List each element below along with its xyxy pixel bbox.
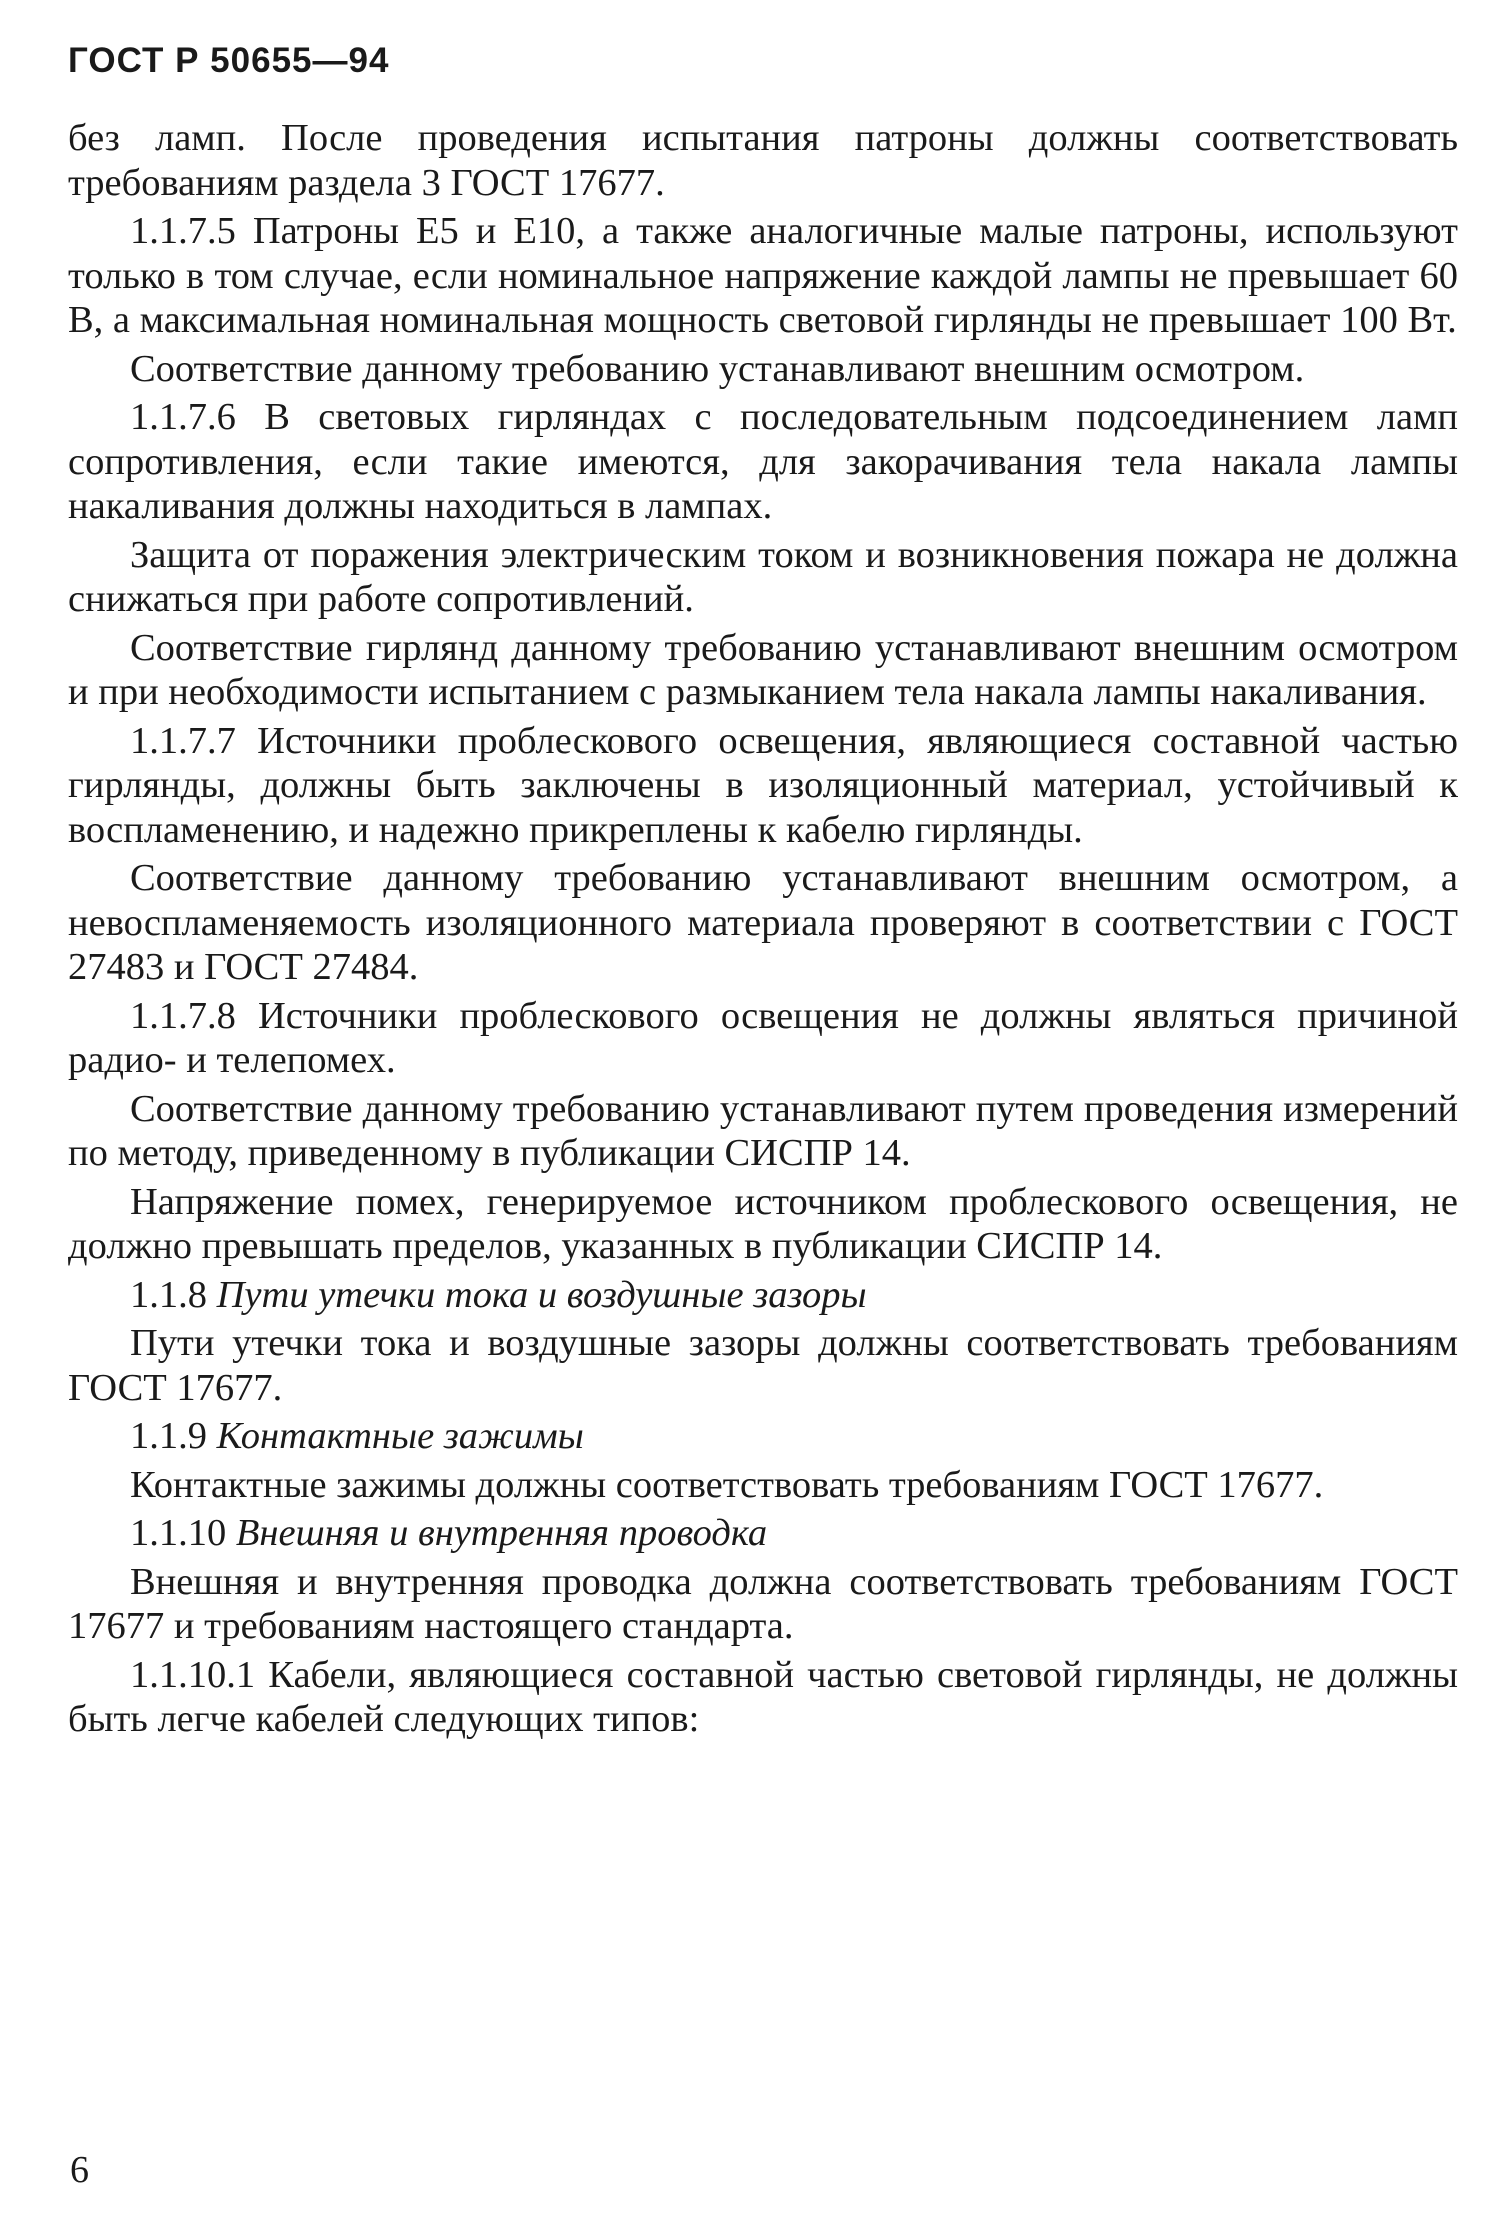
paragraph-text: Соответствие данному требованию устанавливают внешним осмотром, а невоспламеняемость изоляционного материала проверяют в соответствии с ГОСТ 27483 и ГОСТ 27484. — [68, 857, 1458, 988]
document-header: ГОСТ Р 50655—94 — [68, 41, 390, 80]
page-number: 6 — [70, 2149, 89, 2191]
clause-number: 1.1.7.8 — [130, 994, 236, 1037]
paragraph-text: Соответствие данному требованию устанавливают внешним осмотром. — [130, 347, 1305, 390]
paragraph-conformity-1 — [68, 347, 1458, 392]
paragraph-text: Источники проблескового освещения, являющиеся составной частью гирлянды, должны быть заключены в изоляционный материал, устойчивый к воспламенению, и надежно прикреплены к кабелю гирлянды. — [68, 719, 1458, 851]
document-page — [68, 40, 1458, 1746]
clause-number: 1.1.7.6 — [130, 396, 236, 438]
section-1-1-8 — [68, 1273, 1458, 1318]
paragraph-conformity-3 — [68, 856, 1458, 990]
clause-1-1-7-7 — [68, 719, 1458, 853]
paragraph-text: Пути утечки тока и воздушные зазоры должны соответствовать требованиям ГОСТ 17677. — [68, 1322, 1458, 1409]
section-1-1-9 — [68, 1414, 1458, 1459]
clause-number: 1.1.7.7 — [130, 719, 236, 762]
clause-1-1-7-6 — [68, 395, 1458, 529]
paragraph-text: Источники проблескового освещения не должны являться причиной радио- и телепомех. — [68, 994, 1459, 1081]
section-number: 1.1.10 — [130, 1512, 227, 1554]
clause-1-1-10-1 — [68, 1653, 1458, 1742]
section-number: 1.1.8 — [130, 1273, 207, 1316]
paragraph-interference — [68, 1180, 1458, 1269]
paragraph-creepage — [68, 1321, 1458, 1410]
paragraph-text: Кабели, являющиеся составной частью световой гирлянды, не должны быть легче кабелей следующих типов: — [68, 1653, 1458, 1740]
paragraph-text: Защита от поражения электрическим током и возникновения пожара не должна снижаться при работе сопротивлений. — [68, 533, 1458, 620]
section-number: 1.1.9 — [130, 1415, 207, 1457]
paragraph-protection — [68, 533, 1458, 622]
section-1-1-10 — [68, 1511, 1458, 1556]
paragraph-terminals — [68, 1463, 1458, 1508]
section-title: Внешняя и внутренняя проводка — [235, 1512, 768, 1554]
clause-number: 1.1.7.5 — [130, 210, 236, 252]
paragraph-text: Соответствие данному требованию устанавливают путем проведения измерений по методу, приведенному в публикации СИСПР 14. — [68, 1087, 1458, 1174]
paragraph-continuation — [68, 116, 1458, 205]
clause-1-1-7-5 — [68, 209, 1458, 343]
paragraph-text: В световых гирляндах с последовательным подсоединением ламп сопротивления, если такие имеются, для закорачивания тела накала лампы накаливания должны находиться в лампах. — [68, 396, 1459, 527]
paragraph-text: без ламп. После проведения испытания патроны должны соответствовать требованиям раздела 3 ГОСТ 17677. — [68, 117, 1458, 204]
paragraph-text: Внешняя и внутренняя проводка должна соответствовать требованиям ГОСТ 17677 и требованиям настоящего стандарта. — [68, 1560, 1458, 1647]
section-title: Пути утечки тока и воздушные зазоры — [216, 1273, 867, 1316]
clause-number: 1.1.10.1 — [130, 1653, 256, 1696]
paragraph-text: Напряжение помех, генерируемое источником проблескового освещения, не должно превышать пределов, указанных в публикации СИСПР 14. — [68, 1180, 1458, 1267]
section-title: Контактные зажимы — [216, 1415, 584, 1457]
paragraph-wiring — [68, 1560, 1458, 1649]
clause-1-1-7-8 — [68, 994, 1458, 1083]
paragraph-text: Патроны Е5 и Е10, а также аналогичные малые патроны, используют только в том случае, если номинальное напряжение каждой лампы не превышает 60 В, а максимальная номинальная мощность световой гирлянды не превышает 100 Вт. — [68, 210, 1459, 341]
document-body — [68, 116, 1458, 1742]
paragraph-conformity-2 — [68, 626, 1458, 715]
paragraph-text: Контактные зажимы должны соответствовать требованиям ГОСТ 17677. — [130, 1463, 1324, 1506]
paragraph-text: Соответствие гирлянд данному требованию устанавливают внешним осмотром и при необходимости испытанием с размыканием тела накала лампы накаливания. — [68, 626, 1458, 713]
paragraph-conformity-4 — [68, 1087, 1458, 1176]
